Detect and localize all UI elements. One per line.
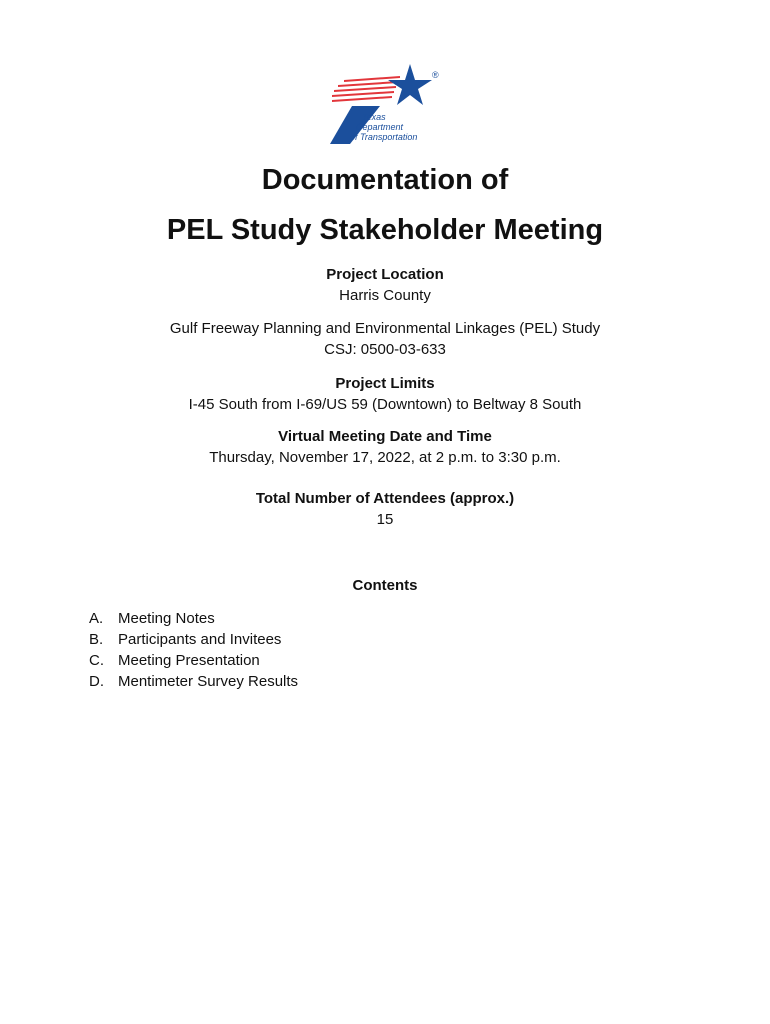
attendees-value: 15 <box>376 511 394 528</box>
contents-item-letter: C. <box>89 652 104 669</box>
document-title-line2: PEL Study Stakeholder Meeting <box>166 214 604 246</box>
contents-item <box>89 671 298 692</box>
logo-speed-lines <box>332 76 400 102</box>
project-limits-section <box>0 373 770 415</box>
project-limits-value: I-45 South from I-69/US 59 (Downtown) to Beltway 8 South <box>188 396 582 413</box>
attendees-label: Total Number of Attendees (approx.) <box>255 490 515 507</box>
document-title-line1: Documentation of <box>261 164 509 196</box>
txdot-logo <box>322 62 452 148</box>
attendees-section <box>0 488 770 530</box>
logo-line-texas: Texas <box>362 112 386 122</box>
contents-item-letter: A. <box>89 610 104 627</box>
contents-item <box>89 629 298 650</box>
contents-item-text: Participants and Invitees <box>118 631 282 648</box>
project-limits-label: Project Limits <box>335 375 435 392</box>
project-location-value: Harris County <box>339 287 431 304</box>
contents-item-letter: D. <box>89 673 104 690</box>
meeting-value: Thursday, November 17, 2022, at 2 p.m. to 3:30 p.m. <box>209 449 561 466</box>
contents-item-letter: B. <box>89 631 104 648</box>
project-location-section <box>0 264 770 306</box>
study-csj: CSJ: 0500-03-633 <box>324 341 446 358</box>
registered-mark: ® <box>432 70 439 80</box>
contents-item-text: Mentimeter Survey Results <box>118 673 299 690</box>
meeting-label: Virtual Meeting Date and Time <box>278 428 492 445</box>
study-name: Gulf Freeway Planning and Environmental Linkages (PEL) Study <box>169 320 601 337</box>
logo-line-transportation: of Transportation <box>350 132 418 142</box>
contents-list <box>89 608 298 692</box>
contents-heading: Contents <box>352 577 418 594</box>
contents-item-text: Meeting Notes <box>118 610 215 627</box>
contents-item <box>89 608 298 629</box>
contents-item-text: Meeting Presentation <box>118 652 260 669</box>
study-section <box>0 318 770 360</box>
star-icon <box>388 64 432 105</box>
contents-item <box>89 650 298 671</box>
logo-wordmark <box>350 112 417 142</box>
meeting-section <box>0 426 770 468</box>
logo-line-department: Department <box>356 122 404 132</box>
project-location-label: Project Location <box>326 266 444 283</box>
